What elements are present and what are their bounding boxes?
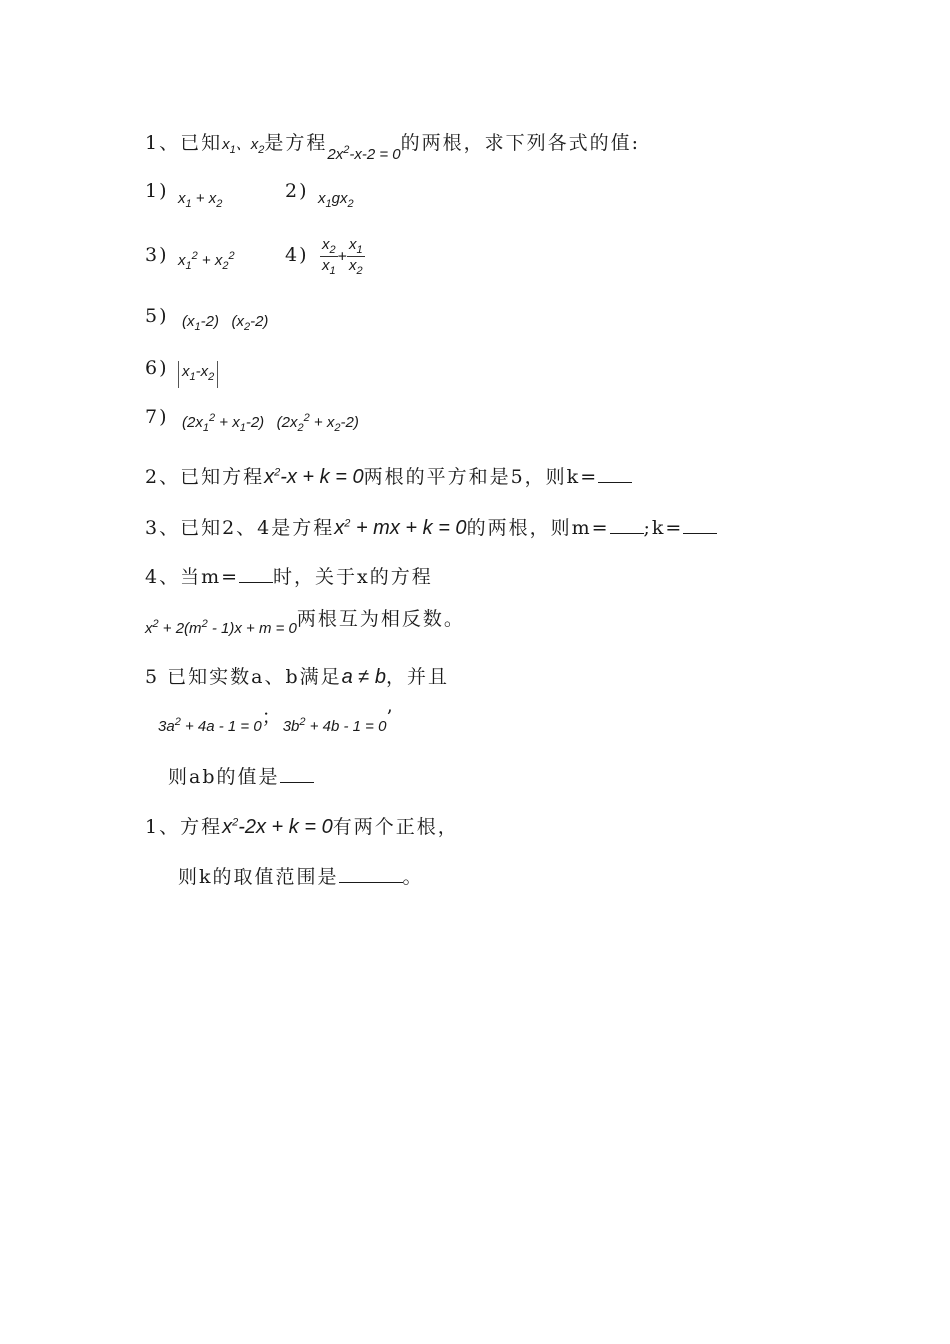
q3-equation: $x^2$ + mx + k = 0 xyxy=(334,517,467,539)
q6-suffix: 有两个正根， xyxy=(332,816,459,838)
q1-item-6-label: 6) xyxy=(145,357,169,379)
q1-item-5-label: 5) xyxy=(145,305,169,327)
question-6-line-2 xyxy=(178,862,424,889)
question-6-line-1 xyxy=(145,812,459,839)
q1-intro: 1、已知 xyxy=(145,132,223,154)
fraction-x2-over-x1: $\frac{x_2}{x_1}$ xyxy=(322,236,336,277)
q6-line2: 则k的取值范围是 xyxy=(178,866,339,888)
q1-item-5-expr: $(x_1-2)$ $(x_2-2)$ xyxy=(182,313,269,333)
q4-line1-suffix: 时，关于x的方程 xyxy=(273,566,433,588)
answer-blank-m[interactable] xyxy=(610,532,644,534)
answer-blank[interactable] xyxy=(280,781,314,783)
q4-line2-suffix: 两根互为相反数。 xyxy=(296,608,465,630)
q1-equation: 2x2-x-2 = 0 xyxy=(327,144,401,163)
q1-item-6 xyxy=(145,357,169,379)
q3-prefix: 3、已知2、4是方程 xyxy=(145,517,335,539)
question-4-line-1 xyxy=(145,562,433,589)
q3-mid: ;k= xyxy=(643,517,684,539)
q1-item-6-expr: $x_1-x_2$ xyxy=(178,361,218,388)
question-2 xyxy=(145,462,632,489)
answer-blank-m[interactable] xyxy=(239,581,273,583)
question-5-line-3 xyxy=(168,762,314,789)
question-1-header xyxy=(145,128,641,163)
question-5-line-1 xyxy=(145,662,449,689)
q1-item-2 xyxy=(285,180,309,202)
q1-item-4 xyxy=(285,244,309,266)
question-3 xyxy=(145,513,717,540)
q5-sep1: ； xyxy=(261,706,283,728)
q4-line1-prefix: 4、当m= xyxy=(145,566,240,588)
q5-line1-suffix: ，并且 xyxy=(385,666,449,688)
q1-vars: $x_1$、$x_2$ xyxy=(222,136,265,156)
q1-item-5 xyxy=(145,305,169,327)
question-4-line-2 xyxy=(145,604,465,637)
q3-suffix: 的两根，则m= xyxy=(466,517,610,539)
q6-equation: $x^2-2x + k = 0$ xyxy=(222,816,333,838)
q1-item-4-expr: $\frac{x_2}{x_1}$ + $\frac{x_1}{x_2}$ xyxy=(322,236,363,277)
q4-equation: x2 + 2(m2 - 1)x + m = 0 xyxy=(145,618,297,637)
q5-eq2: $3b^2 + 4b - 1 = 0$ xyxy=(282,716,387,735)
q1-tail: 的两根，求下列各式的值: xyxy=(400,132,641,154)
q1-item-3-expr: $x_1^2 + x_2^2$ xyxy=(178,250,235,272)
q2-equation: $x^2-x + k = 0$ xyxy=(264,466,364,488)
q1-mid: 是方程 xyxy=(264,132,328,154)
answer-blank-k[interactable] xyxy=(683,532,717,534)
q2-suffix: 两根的平方和是5，则k= xyxy=(363,466,599,488)
q1-item-3 xyxy=(145,244,169,266)
q1-item-7-label: 7) xyxy=(145,406,169,428)
q1-item-7 xyxy=(145,406,169,428)
q6-end: 。 xyxy=(402,866,424,888)
q1-item-1 xyxy=(145,180,169,202)
answer-blank[interactable] xyxy=(339,881,403,883)
fraction-x1-over-x2: $\frac{x_1}{x_2}$ xyxy=(348,236,363,277)
q1-item-2-expr: $x_1gx_2$ xyxy=(318,190,354,210)
q6-prefix: 1、方程 xyxy=(145,816,223,838)
q5-eq1: $3a^2 + 4a - 1 = 0$ xyxy=(158,716,262,735)
q1-item-4-label: 4) xyxy=(285,244,309,266)
q5-line1: 5 已知实数a、b满足 xyxy=(145,666,342,688)
q1-item-1-label: 1) xyxy=(145,180,169,202)
q5-line3: 则ab的值是 xyxy=(168,766,280,788)
q2-prefix: 2、已知方程 xyxy=(145,466,265,488)
q1-item-3-label: 3) xyxy=(145,244,169,266)
question-5-line-2 xyxy=(158,706,395,737)
q5-cond: a ≠ b xyxy=(341,666,386,688)
answer-blank[interactable] xyxy=(598,481,632,483)
q1-item-2-label: 2) xyxy=(285,180,309,202)
q1-item-7-expr: $(2x_1^2 + x_1-2) (2x_2^2 + x_2-2)$ xyxy=(182,412,359,434)
q1-item-1-expr: $x_1 + x_2$ xyxy=(178,190,223,210)
q5-sep2: ’ xyxy=(386,706,395,728)
